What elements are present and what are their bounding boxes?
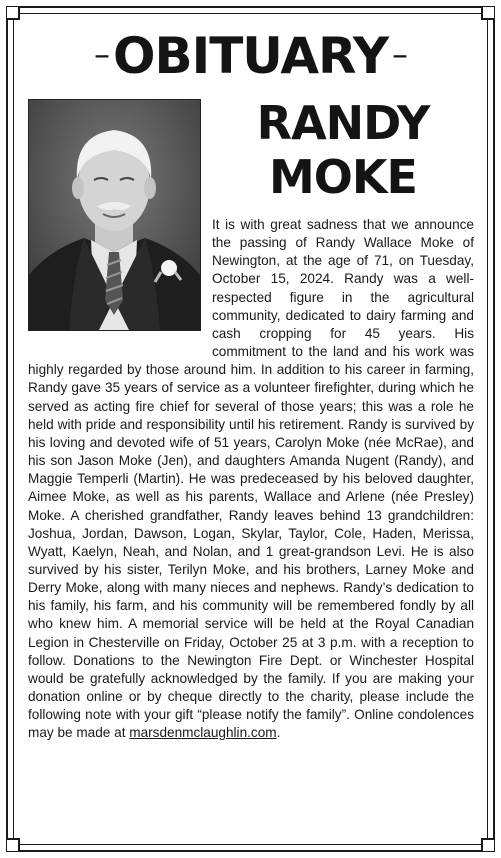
- deceased-name: [212, 96, 474, 204]
- heading-title: OBITUARY: [112, 27, 389, 85]
- first-name: RANDY: [256, 96, 430, 150]
- corner-ornament-bottom-right: [481, 838, 495, 852]
- obituary-heading: [14, 24, 487, 86]
- corner-ornament-top-left: [6, 6, 20, 20]
- obituary-paragraph: It is with great sadness that we announce the passing of Randy Wallace Moke of Newington, at the age of 71, on Tuesday, October 15, 2024. Randy was a well-respected figure in the agricultural community, dedicated to dairy farming and cash cropping for 45 years. His commitment to the land and his work was highly regarded by those around him. In addition to his career in farming, Randy gave 35 years of service as a volunteer firefighter, during which he served as acting fire chief for several of those years; this was a role he held with pride and responsibility until his retirement. Randy is survived by his loving and devoted wife of 51 years, Carolyn Moke (née McRae), and his son Jason Moke (Jen), and daughters Amanda Nugent (Randy), and Maggie Temperli (Martin). He was predeceased by his beloved daughter, Aimee Moke, as well as his parents, Wallace and Arlene (née Presley) Moke. A cherished grandfather, Randy leaves behind 13 grandchildren: Joshua, Jordan, Dawson, Logan, Skylar, Taylor, Cole, Haden, Merissa, Wyatt, Kaelyn, Neah, and Nolan, and 1 great-grandson Levi. He is also survived by his sister, Terilyn Moke, and his brothers, Larney Moke and Derry Moke, along with many nieces and nephews. Randy’s dedication to his family, his farm, and his community will be remembered fondly by all who knew him. A memorial service will be held at the Royal Canadian Legion in Chesterville on Friday, October 25 at 3 p.m. with a reception to follow. Donations to the Newington Fire Dept. or Winchester Hospital would be gratefully acknowledged by the family. If you are making your donation online or by cheque directly to the charity, please include the following note with your gift “please notify the family”. Online condolences may be made at: [28, 217, 474, 741]
- last-name: MOKE: [269, 150, 417, 204]
- corner-ornament-bottom-left: [6, 838, 20, 852]
- heading-dash-left: –: [93, 35, 109, 73]
- photo-wrap-spacer: [28, 216, 212, 345]
- closing-period: .: [276, 725, 281, 741]
- condolences-link[interactable]: marsdenmclaughlin.com: [129, 725, 277, 741]
- obituary-body: [28, 216, 474, 743]
- corner-ornament-top-right: [481, 6, 495, 20]
- heading-dash-right: –: [392, 35, 408, 73]
